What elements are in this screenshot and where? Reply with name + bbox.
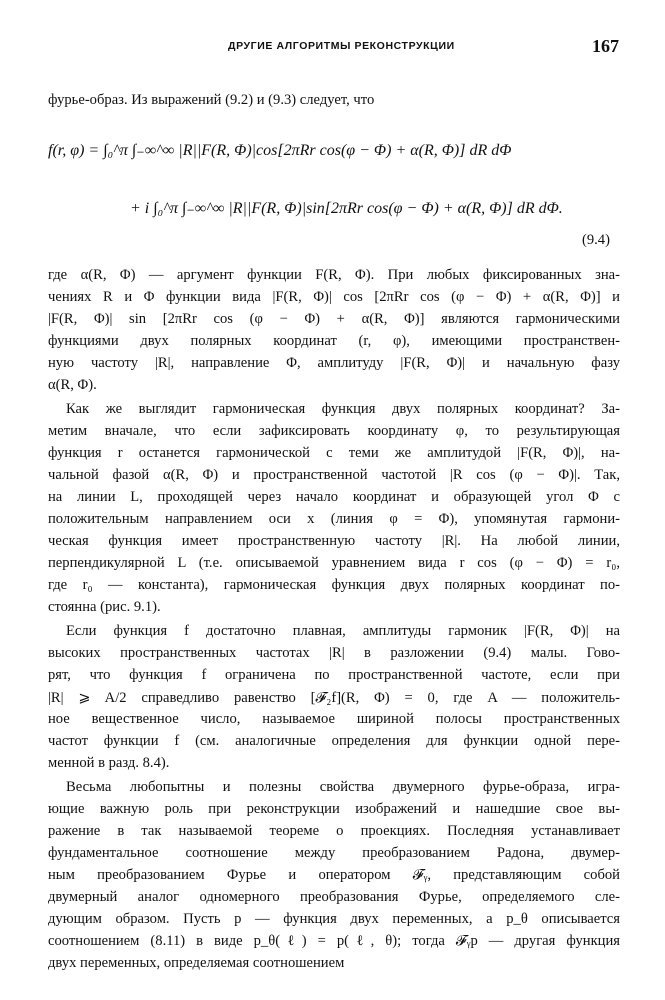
equation-9-4-number: (9.4) [582,232,610,248]
text-line: |F(R, Φ)| sin [2πRr cos (φ − Φ) + α(R, Φ)] являются гармоническими [48,311,620,327]
text-line: частот функции f (см. аналогичные определения для функции одной пере- [48,733,620,749]
text-line: двумерный аналог одномерного преобразования Фурье, определяемого сле- [48,889,620,905]
intro-line: фурье-образ. Из выражений (9.2) и (9.3) следует, что [48,92,375,108]
text-line: Если функция f достаточно плавная, амплитуды гармоник |F(R, Φ)| на [66,623,620,639]
text-line: двух переменных, определяемая соотношением [48,955,345,971]
text-line: чальной фазой α(R, Φ) и пространственной частотой |R cos (φ − Φ)|. Так, [48,467,620,483]
text-line: чениях R и Φ функции вида |F(R, Φ)| cos [2πRr cos (φ − Φ) + α(R, Φ)] и [48,289,620,305]
text-line: метим вначале, что если зафиксировать координату φ, то результирующая [48,423,620,439]
text-line: ным преобразованием Фурье и оператором 𝓕ᵧ, представляющим собой [48,867,620,883]
text-line: на линии L, проходящей через начало координат и образующей угол Φ с [48,489,620,505]
text-line: ное вещественное число, называемое шириной полосы пространственных [48,711,620,727]
text-line: ческая функция имеет пространственную частоту |R|. На любой линии, [48,533,620,549]
text-line: дующим образом. Пусть p — функция двух переменных, а p_θ описывается [48,911,620,927]
text-line: ражение в так называемой теореме о проекциях. Последняя устанавливает [48,823,620,839]
text-line: фундаментальное соотношение между преобразованием Радона, двумер- [48,845,620,861]
text-line: Как же выглядит гармоническая функция двух полярных координат? За- [66,401,620,417]
page-number: 167 [592,36,619,56]
text-line: |R| ⩾ A/2 справедливо равенство [𝓕₂f](R, Φ) = 0, где A — положитель- [48,690,620,706]
text-line: ющие важную роль при реконструкции изображений и нашедшие свое вы- [48,801,620,817]
text-line: менной в разд. 8.4). [48,755,170,771]
text-line: α(R, Φ). [48,377,97,393]
text-line: где α(R, Φ) — аргумент функции F(R, Φ). При любых фиксированных зна- [48,267,620,283]
text-line: где r₀ — константа), гармоническая функция двух полярных координат по- [48,577,620,593]
text-line: функциями двух полярных координат (r, φ), имеющими пространствен- [48,333,620,349]
text-line: Весьма любопытны и полезны свойства двумерного фурье-образа, игра- [66,779,620,795]
text-line: ную частоту |R|, направление Φ, амплитуду |F(R, Φ)| и начальную фазу [48,355,620,371]
text-line: положительным направлением оси x (линия φ = Φ), упомянутая гармони- [48,511,620,527]
running-header: ДРУГИЕ АЛГОРИТМЫ РЕКОНСТРУКЦИИ [228,40,455,52]
equation-9-4-line-1: f(r, φ) = ∫₀^π ∫₋∞^∞ |R||F(R, Φ)|cos[2πRr cos(φ − Φ) + α(R, Φ)] dR dΦ [48,142,512,159]
text-line: функция r останется гармонической с теми же амплитудой |F(R, Φ)|, на- [48,445,620,461]
text-line: соотношением (8.11) в виде p_θ(ℓ) = p(ℓ, θ); тогда 𝓕ᵧp — другая функция [48,933,620,949]
text-line: высоких пространственных частотах |R| в разложении (9.4) малы. Гово- [48,645,620,661]
equation-9-4-line-2: + i ∫₀^π ∫₋∞^∞ |R||F(R, Φ)|sin[2πRr cos(φ − Φ) + α(R, Φ)] dR dΦ. [130,200,563,217]
text-line: рят, что функция f ограничена по пространственной частоте, если при [48,667,620,683]
text-line: стоянна (рис. 9.1). [48,599,161,615]
text-line: перпендикулярной L (т.е. описываемой уравнением вида r cos (φ − Φ) = r₀, [48,555,620,571]
